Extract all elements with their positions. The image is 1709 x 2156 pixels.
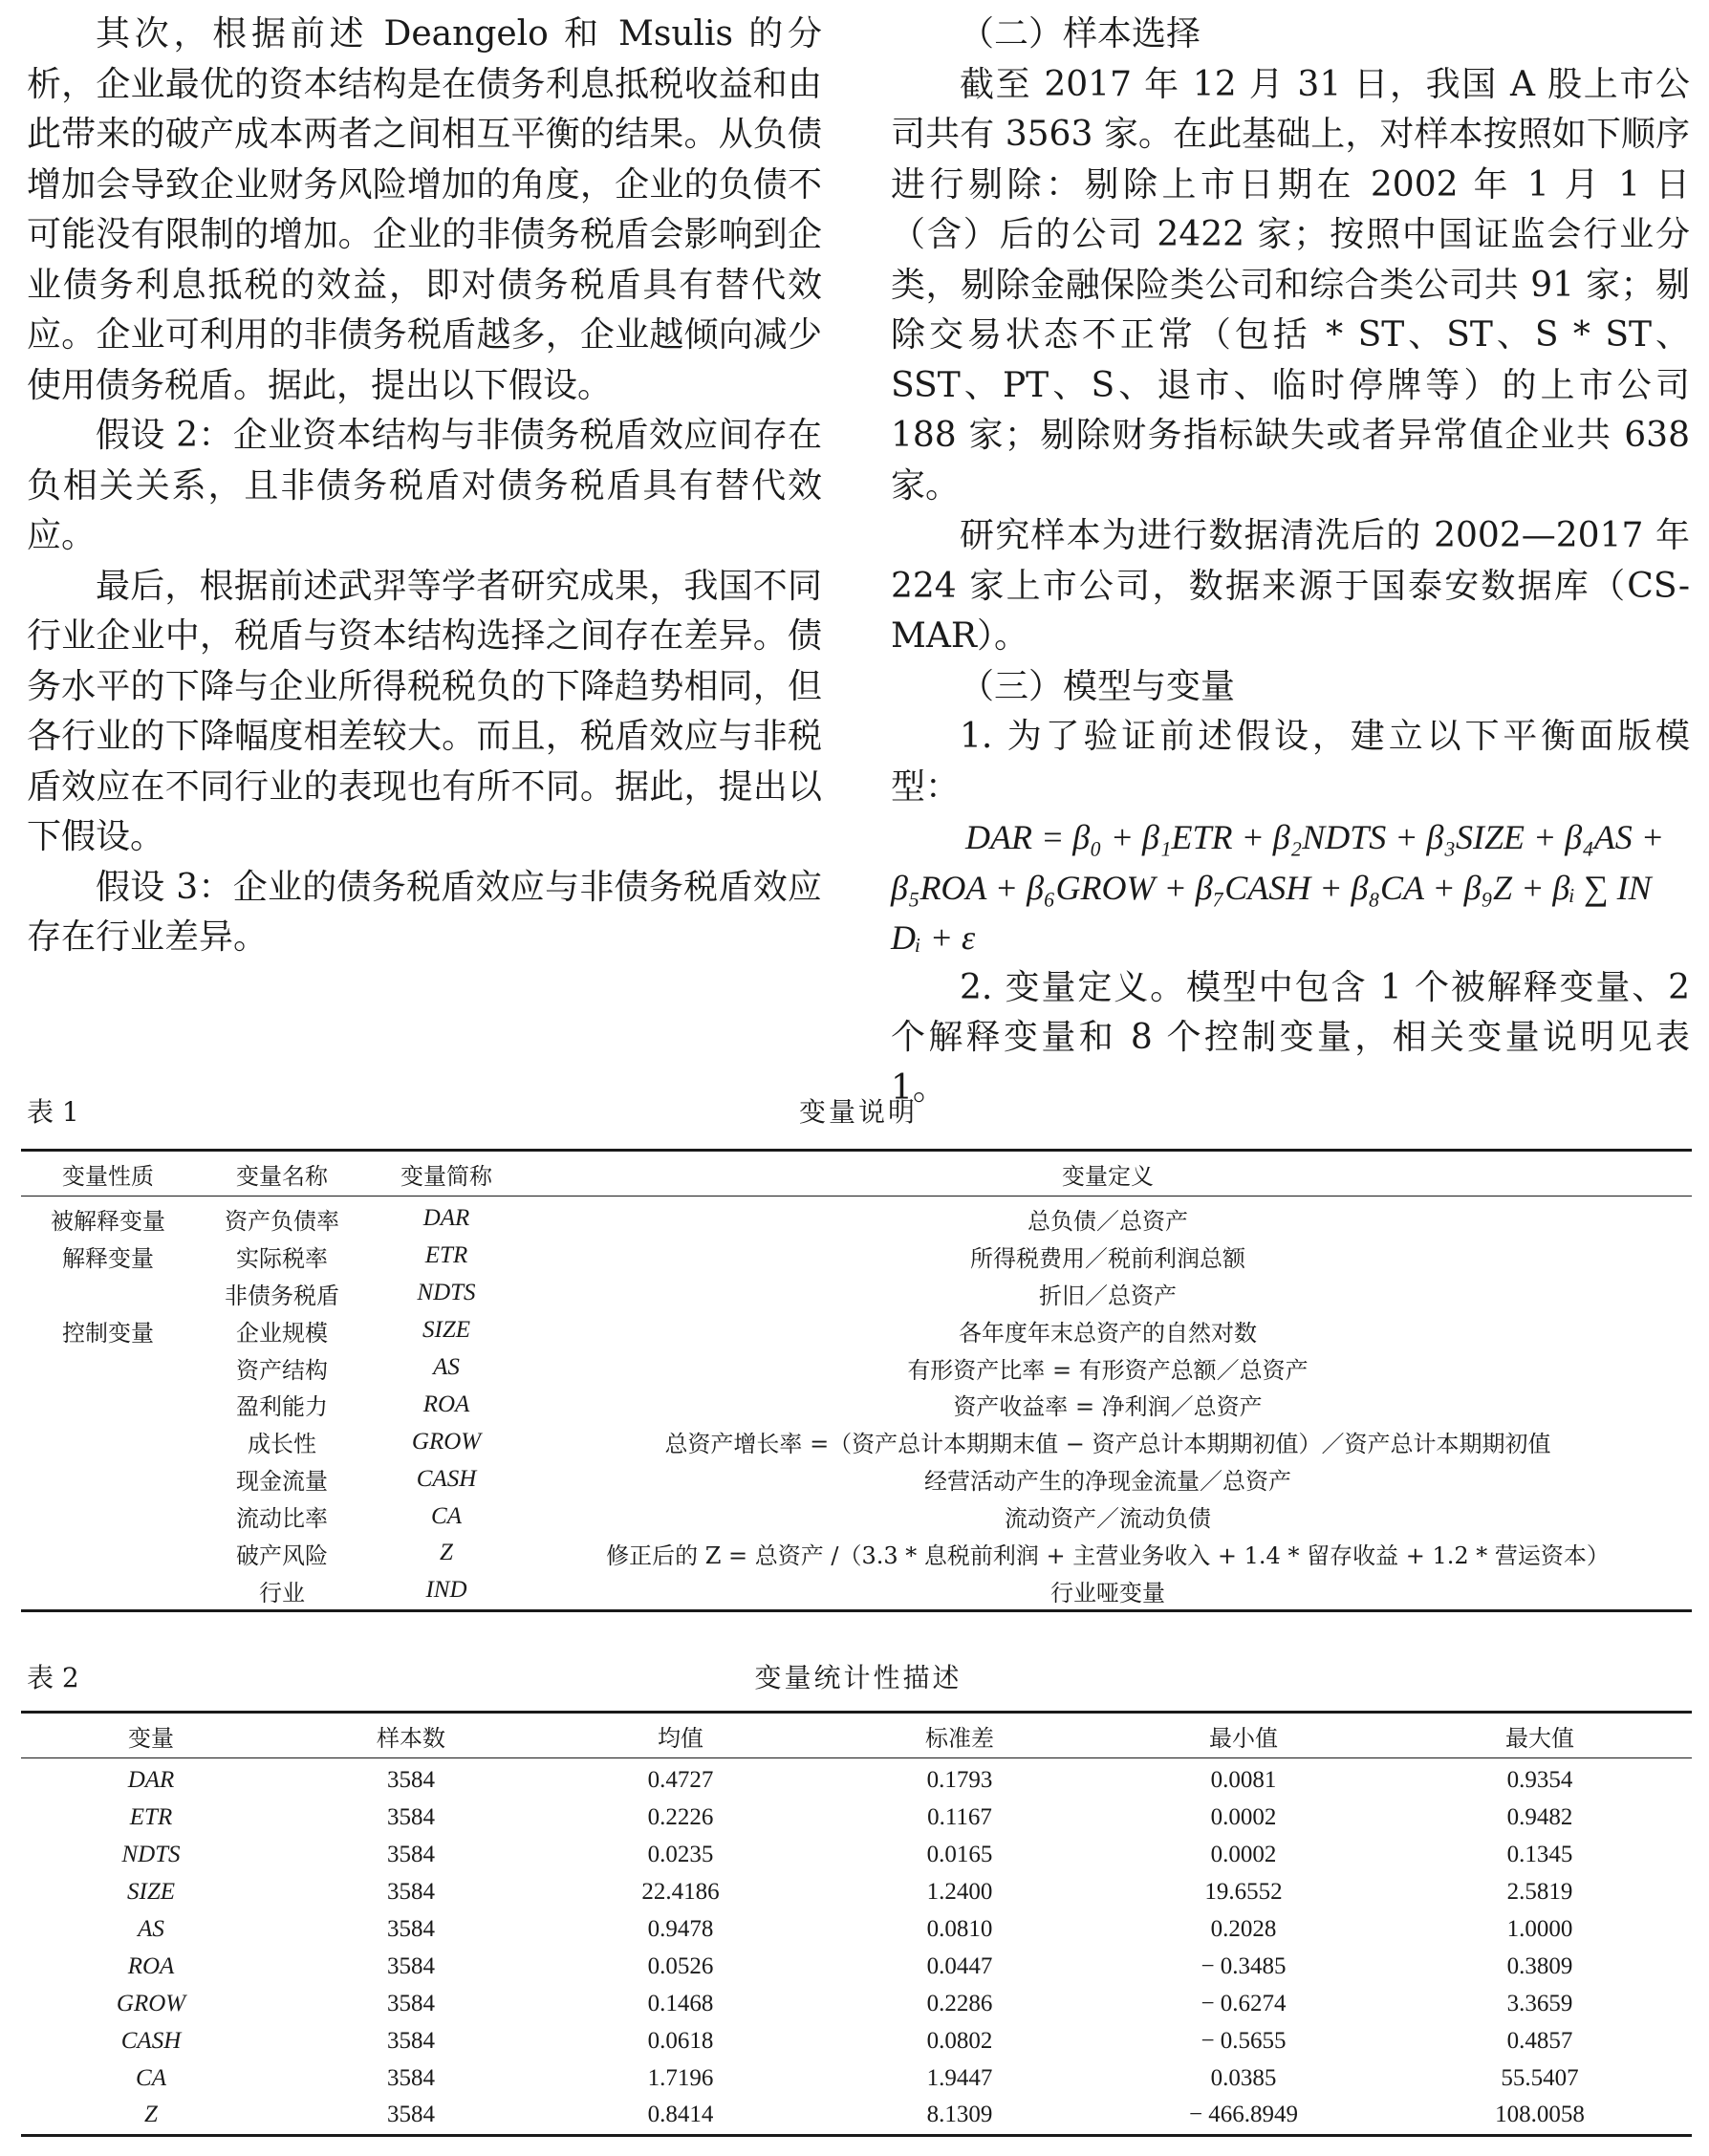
table-header-cell: 样本数 — [281, 1713, 541, 1758]
table-row — [21, 1800, 1692, 1837]
table-cell: GROW — [411, 1428, 482, 1455]
table-header-cell: 最大值 — [1388, 1713, 1692, 1758]
table-cell: 19.6552 — [1204, 1879, 1283, 1906]
table-cell: 0.1468 — [647, 1990, 714, 2016]
table-cell: 0.1793 — [926, 1767, 993, 1794]
table-header-cell: 变量简称 — [369, 1151, 524, 1197]
table-cell: 0.0235 — [647, 1842, 714, 1868]
table-cell: 被解释变量 — [51, 1207, 165, 1235]
table-header-cell: 最小值 — [1099, 1713, 1388, 1758]
table-cell: ETR — [129, 1804, 173, 1831]
table-header-row — [21, 1151, 1692, 1197]
table-cell: 3584 — [387, 1916, 435, 1942]
table-cell: 1.0000 — [1506, 1916, 1573, 1942]
paragraph-sample-selection: 截至 2017 年 12 月 31 日，我国 A 股上市公司共有 3563 家。在此基础上，对样本按照如下顺序进行剔除：剔除上市日期在 2002 年 1 月 1 日（含）后的公司 2422 家；按照中国证监会行业分类，剔除金融保险类公司和综合类公司共 91 家；剔除交易状态不正常（包括 * ST、ST、S * ST、SST、PT、S、退市、临时停牌等）的上市公司 188 家；剔除财务指标缺失或者异常值企业共 638 家。 — [891, 64, 1690, 506]
table-cell: NDTS — [121, 1842, 181, 1868]
table-cell: 1.7196 — [647, 2064, 714, 2091]
table1-title: 变量说明 — [798, 1096, 918, 1128]
table-cell: 流动比率 — [236, 1505, 328, 1533]
table-cell: AS — [433, 1354, 460, 1380]
table-cell: 0.1345 — [1506, 1842, 1573, 1868]
table-row — [21, 1460, 1692, 1498]
table-header-cell: 变量定义 — [524, 1151, 1692, 1197]
table-row — [21, 1349, 1692, 1387]
table-cell: 3584 — [387, 1952, 435, 1979]
table-cell — [21, 1349, 195, 1387]
table-row — [21, 1386, 1692, 1423]
section-heading-model: （三）模型与变量 — [960, 666, 1236, 706]
table-cell: 1.2400 — [926, 1879, 993, 1906]
paragraph-hypothesis-2: 假设 2：企业资本结构与非债务税盾效应间存在负相关关系，且非债务税盾对债务税盾具有替代效应。 — [27, 416, 822, 555]
table-header-cell: 均值 — [541, 1713, 820, 1758]
table-cell: 3584 — [387, 1804, 435, 1831]
table-row — [21, 1758, 1692, 1800]
table-cell: 0.9354 — [1506, 1767, 1573, 1794]
paragraph-hypothesis-2-intro: 其次，根据前述 Deangelo 和 Msulis 的分析，企业最优的资本结构是在债务利息抵税收益和由此带来的破产成本两者之间相互平衡的结果。从负债增加会导致企业财务风险增加的角度，企业的负债不可能没有限制的增加。企业的非债务税盾会影响到企业债务利息抵税的效益，即对债务税盾具有替代效应。企业可利用的非债务税盾越多，企业越倾向减少使用债务税盾。据此，提出以下假设。 — [27, 14, 822, 405]
table-row — [21, 1238, 1692, 1275]
table-cell: 修正后的 Z = 总资产 /（3.3 * 息税前利润 + 主营业务收入 + 1.4 * 留存收益 + 1.2 * 营运资本） — [606, 1542, 1610, 1569]
table-cell: 成长性 — [248, 1431, 316, 1458]
table-cell: 22.4186 — [641, 1879, 720, 1906]
table-cell: CASH — [416, 1465, 477, 1492]
table-cell: 0.0447 — [926, 1952, 993, 1979]
table-row — [21, 1837, 1692, 1874]
table-cell: SIZE — [127, 1879, 175, 1906]
table-cell: 0.0165 — [926, 1842, 993, 1868]
table-cell: 企业规模 — [236, 1319, 328, 1347]
table-cell: 55.5407 — [1501, 2064, 1579, 2091]
table-cell: 3584 — [387, 2027, 435, 2054]
table-cell: IND — [425, 1577, 467, 1604]
table-cell: 流动资产／流动负债 — [1005, 1505, 1211, 1533]
table-row — [21, 1535, 1692, 1572]
table-cell: 非债务税盾 — [225, 1282, 339, 1309]
table-cell: 0.3809 — [1506, 1952, 1573, 1979]
table-cell: 0.4727 — [647, 1767, 714, 1794]
table-cell: ROA — [127, 1952, 175, 1979]
table-cell: 8.1309 — [926, 2102, 993, 2128]
table-cell: 总资产增长率 =（资产总计本期期末值 − 资产总计本期期初值）／资产总计本期期初值 — [664, 1431, 1551, 1458]
table-cell: 破产风险 — [236, 1542, 328, 1569]
table-cell: 0.2226 — [647, 1804, 714, 1831]
paragraph-variable-definition: 2. 变量定义。模型中包含 1 个被解释变量、2 个解释变量和 8 个控制变量，相关变量说明见表 1。 — [891, 967, 1690, 1108]
table-row — [21, 1874, 1692, 1911]
table-cell: − 0.5655 — [1201, 2027, 1287, 2054]
regression-equation — [891, 812, 1690, 963]
table-cell: 0.2028 — [1210, 1916, 1277, 1942]
table-cell — [21, 1460, 195, 1498]
table-header-cell: 变量性质 — [21, 1151, 195, 1197]
table-cell: 折旧／总资产 — [1039, 1282, 1177, 1309]
table-cell: 总负债／总资产 — [1028, 1207, 1188, 1235]
table-row — [21, 1985, 1692, 2022]
table-cell: 有形资产比率 = 有形资产总额／总资产 — [907, 1356, 1309, 1384]
table-header-cell: 标准差 — [820, 1713, 1099, 1758]
table-cell: 3584 — [387, 1990, 435, 2016]
table-cell: 3584 — [387, 1879, 435, 1906]
left-column — [27, 10, 822, 963]
table-row — [21, 2059, 1692, 2097]
table-row — [21, 1197, 1692, 1238]
table-cell: 0.1167 — [927, 1804, 992, 1831]
paragraph-model-intro: 1. 为了验证前述假设，建立以下平衡面版模型： — [891, 717, 1690, 807]
variable-description-table — [21, 1149, 1692, 1612]
table-cell: − 466.8949 — [1188, 2102, 1299, 2128]
table-cell: CA — [431, 1502, 462, 1529]
paragraph-hypothesis-3: 假设 3：企业的债务税盾效应与非债务税盾效应存在行业差异。 — [27, 867, 822, 957]
table-cell: 0.0002 — [1210, 1804, 1277, 1831]
table-row — [21, 2097, 1692, 2135]
table-row — [21, 1948, 1692, 1985]
paragraph-hypothesis-3-intro: 最后，根据前述武羿等学者研究成果，我国不同行业企业中，税盾与资本结构选择之间存在差异。债务水平的下降与企业所得税税负的下降趋势相同，但各行业的下降幅度相差较大。而且，税盾效应与非税盾效应在不同行业的表现也有所不同。据此，提出以下假设。 — [27, 566, 822, 856]
table2-caption — [27, 1661, 1690, 1695]
table-cell: 1.9447 — [926, 2064, 993, 2091]
table-cell: SIZE — [422, 1317, 470, 1344]
equation-line-3: Dᵢ + ε — [891, 918, 976, 957]
table-cell: 盈利能力 — [236, 1393, 328, 1421]
table-cell: 3584 — [387, 1842, 435, 1868]
table-cell: 0.0526 — [647, 1952, 714, 1979]
table-cell: 资产负债率 — [225, 1207, 339, 1235]
table-row — [21, 2022, 1692, 2059]
equation-line-1: DAR = β₀ + β₁ETR + β₂NDTS + β₃SIZE + β₄AS + — [965, 818, 1664, 856]
right-column — [891, 10, 1690, 1113]
table-cell: 行业 — [259, 1579, 305, 1606]
table-cell: − 0.6274 — [1201, 1990, 1287, 2016]
table-cell: AS — [138, 1916, 164, 1942]
table-cell — [21, 1386, 195, 1423]
table-header-cell: 变量名称 — [195, 1151, 369, 1197]
table-cell: 0.0002 — [1210, 1842, 1277, 1868]
table-cell: 0.2286 — [926, 1990, 993, 2016]
table-cell: 解释变量 — [62, 1244, 154, 1272]
equation-line-2: β₅ROA + β₆GROW + β₇CASH + β₈CA + β₉Z + βᵢ ∑ IN — [891, 868, 1652, 907]
table-row — [21, 1911, 1692, 1949]
table-cell: GROW — [116, 1990, 186, 2016]
table-cell: DAR — [422, 1205, 470, 1232]
table-cell: 0.4857 — [1506, 2027, 1573, 2054]
table-cell: 0.0385 — [1210, 2064, 1277, 2091]
table-cell: 所得税费用／税前利润总额 — [970, 1244, 1245, 1272]
table-cell: 各年度年末总资产的自然对数 — [959, 1319, 1257, 1347]
table-cell: DAR — [127, 1767, 175, 1794]
table-row — [21, 1312, 1692, 1349]
table-cell: 0.0802 — [926, 2027, 993, 2054]
table1-caption — [27, 1095, 1690, 1130]
table-cell: 0.9478 — [647, 1916, 714, 1942]
table-cell: NDTS — [417, 1280, 476, 1306]
table-cell: 0.0081 — [1210, 1767, 1277, 1794]
section-heading-sample: （二）样本选择 — [960, 14, 1201, 54]
table-cell: ETR — [424, 1242, 468, 1269]
table-cell: Z — [144, 2102, 158, 2128]
table-cell: 控制变量 — [62, 1319, 154, 1347]
table-cell — [21, 1498, 195, 1535]
table-cell: 行业哑变量 — [1050, 1579, 1165, 1606]
table-cell: 2.5819 — [1506, 1879, 1573, 1906]
table-cell: 实际税率 — [236, 1244, 328, 1272]
table-row — [21, 1572, 1692, 1610]
table1-label: 表 1 — [27, 1096, 79, 1128]
table-cell: − 0.3485 — [1201, 1952, 1287, 1979]
table-row — [21, 1275, 1692, 1312]
table-row — [21, 1423, 1692, 1460]
table-cell: Z — [440, 1540, 453, 1566]
table-cell — [21, 1535, 195, 1572]
table-cell — [21, 1423, 195, 1460]
paragraph-research-sample: 研究样本为进行数据清洗后的 2002—2017 年 224 家上市公司，数据来源于国泰安数据库（CS-MAR）。 — [891, 516, 1690, 656]
table-cell: ROA — [422, 1391, 470, 1417]
table-cell: 108.0058 — [1495, 2102, 1585, 2128]
table-cell: 现金流量 — [236, 1468, 328, 1496]
table-cell: 3584 — [387, 2064, 435, 2091]
table-cell: 0.0618 — [647, 2027, 714, 2054]
table-cell: 3584 — [387, 2102, 435, 2128]
table-cell — [21, 1275, 195, 1312]
table-row — [21, 1498, 1692, 1535]
table-cell: 3.3659 — [1506, 1990, 1573, 2016]
table-cell: 0.9482 — [1506, 1804, 1573, 1831]
table-header-row — [21, 1713, 1692, 1758]
table-cell: 经营活动产生的净现金流量／总资产 — [924, 1468, 1291, 1496]
table2-title: 变量统计性描述 — [754, 1662, 963, 1693]
table-header-cell: 变量 — [21, 1713, 281, 1758]
table-cell: 资产结构 — [236, 1356, 328, 1384]
table-cell: 0.0810 — [926, 1916, 993, 1942]
descriptive-statistics-table — [21, 1711, 1692, 2137]
table2-label: 表 2 — [27, 1662, 79, 1693]
table-cell: CASH — [120, 2027, 182, 2054]
table-cell: 0.8414 — [647, 2102, 714, 2128]
table-cell: 3584 — [387, 1767, 435, 1794]
table-cell: CA — [136, 2064, 166, 2091]
table-cell: 资产收益率 = 净利润／总资产 — [953, 1393, 1263, 1421]
table-cell — [21, 1572, 195, 1610]
